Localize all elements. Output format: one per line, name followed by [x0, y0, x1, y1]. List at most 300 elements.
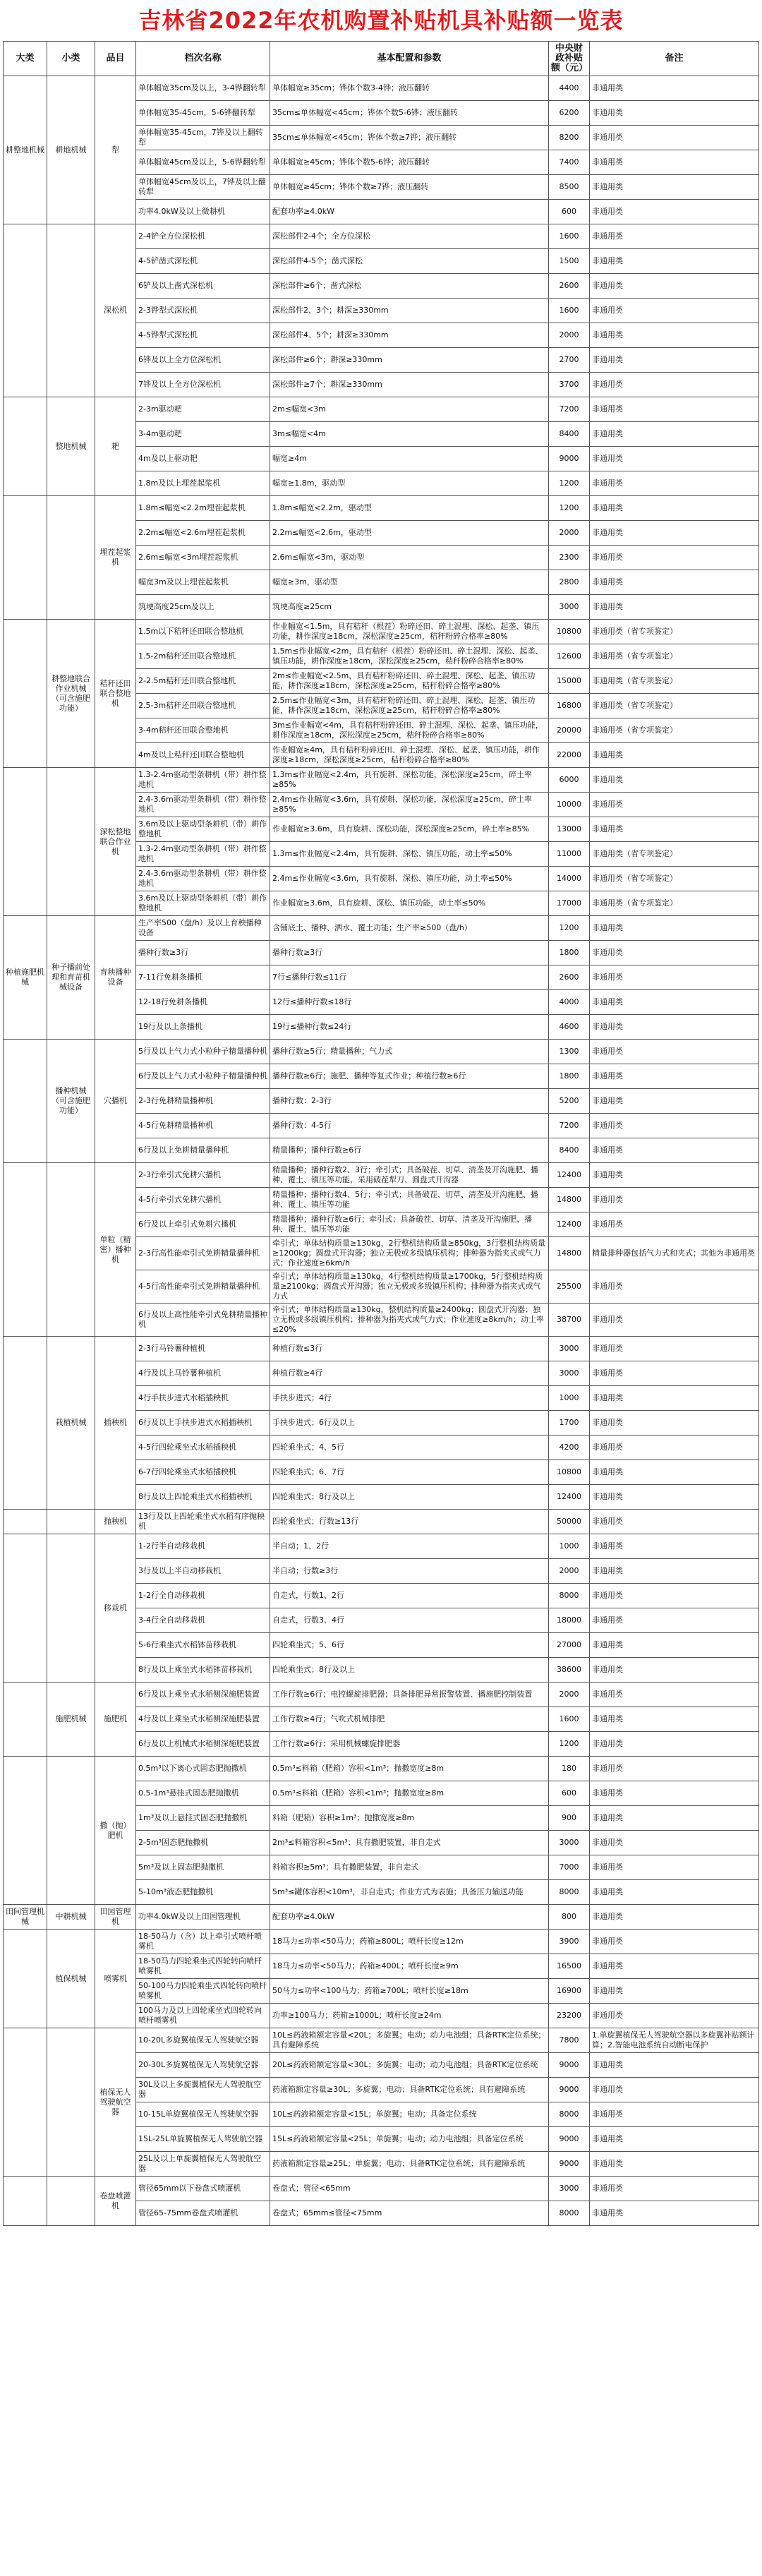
cell-grade: 0.5m³以下离心式固态肥抛撒机 [136, 1757, 270, 1781]
cell-param: 3m≤作业幅宽<4m，具有秸秆粉碎还田、碎土混埋、深松、起垄、镇压功能，耕作深度≥18cm，深松深度≥25cm，秸秆粉碎合格率≥80% [270, 718, 549, 743]
cell-param: 50马力≤功率<100马力；药箱≥700L；喷杆长度≥18m [270, 1979, 549, 2004]
cell-grade: 8行及以上四轮乘坐式水稻插秧机 [136, 1485, 270, 1510]
cell-amount: 38700 [549, 1304, 590, 1337]
cell-grade: 7-11行免耕条播机 [136, 965, 270, 990]
cell-amount: 3000 [549, 1361, 590, 1386]
cell-param: 5m³≤罐体容积<10m³，非自走式；作业方式为表施；具备压力输送功能 [270, 1880, 549, 1905]
cell-param: 单体幅宽≥45cm；铧体个数5-6铧；液压翻转 [270, 150, 549, 175]
cell-grade: 3.6m及以上驱动型条耕机（带）耕作整地机 [136, 817, 270, 842]
cell-param: 深松部件4、5个；耕深≥330mm [270, 323, 549, 348]
cell-amount: 8400 [549, 1138, 590, 1163]
cell-small-category [47, 1534, 95, 1683]
cell-remark: 非通用类 [590, 793, 759, 817]
cell-amount: 20000 [549, 718, 590, 743]
cell-remark: 非通用类 [590, 397, 759, 422]
cell-big-category: 耕整地机械 [4, 76, 47, 224]
cell-item: 穴播机 [95, 1040, 136, 1163]
cell-small-category: 中耕机械 [47, 1905, 95, 1930]
cell-amount: 8400 [549, 422, 590, 447]
cell-param: 单体幅宽≥35cm；铧体个数3-4铧；液压翻转 [270, 76, 549, 101]
cell-amount: 3700 [549, 373, 590, 397]
cell-grade: 1.3-2.4m驱动型条耕机（带）耕作整地机 [136, 768, 270, 793]
cell-param: 2m≤幅宽<3m [270, 397, 549, 422]
cell-small-category [47, 496, 95, 620]
cell-amount: 9000 [549, 2152, 590, 2177]
cell-remark: 非通用类（省专项鉴定） [590, 842, 759, 867]
cell-item: 撒（抛）肥机 [95, 1757, 136, 1905]
cell-amount: 18000 [549, 1608, 590, 1633]
header-param: 基本配置和参数 [270, 42, 549, 76]
cell-amount: 12400 [549, 1485, 590, 1510]
cell-amount: 2000 [549, 1559, 590, 1584]
cell-param: 半自动；1、2行 [270, 1534, 549, 1559]
cell-amount: 1200 [549, 471, 590, 496]
cell-amount: 7400 [549, 150, 590, 175]
cell-param: 自走式，行数3、4行 [270, 1608, 549, 1633]
cell-remark: 非通用类 [590, 101, 759, 126]
cell-remark: 非通用类 [590, 1658, 759, 1683]
cell-amount: 2000 [549, 1683, 590, 1707]
cell-remark: 非通用类 [590, 1806, 759, 1831]
cell-amount: 800 [549, 1905, 590, 1930]
cell-item: 耙 [95, 397, 136, 496]
cell-remark: 非通用类 [590, 2078, 759, 2102]
cell-remark: 非通用类 [590, 990, 759, 1015]
cell-remark: 非通用类（省专项鉴定） [590, 718, 759, 743]
cell-amount: 1200 [549, 916, 590, 941]
cell-param: 0.5m³≤料箱（肥箱）容积<1m³；抛撒宽度≥8m [270, 1781, 549, 1806]
cell-grade: 10-15L单旋翼植保无人驾驶航空器 [136, 2102, 270, 2127]
cell-amount: 14800 [549, 1188, 590, 1212]
cell-param: 2.4m≤作业幅宽<3.6m，具有旋耕、深松功能，深松深度≥25cm，碎土率≥85% [270, 793, 549, 817]
cell-remark: 非通用类 [590, 1411, 759, 1436]
cell-remark: 非通用类 [590, 224, 759, 249]
table-row [4, 768, 759, 793]
cell-grade: 6行及以上乘坐式水稻侧深施肥装置 [136, 1683, 270, 1707]
header-grade: 档次名称 [136, 42, 270, 76]
cell-grade: 5-10m³液态肥抛撒机 [136, 1880, 270, 1905]
cell-amount: 2300 [549, 546, 590, 570]
cell-param: 播种行数≥3行 [270, 941, 549, 965]
cell-amount: 16900 [549, 1979, 590, 2004]
cell-remark: 非通用类（省专项鉴定） [590, 644, 759, 669]
cell-grade: 单体幅宽35-45cm，7铧及以上翻转犁 [136, 126, 270, 150]
cell-grade: 6铧及以上全方位深松机 [136, 348, 270, 373]
cell-grade: 单体幅宽45cm及以上，5-6铧翻转犁 [136, 150, 270, 175]
cell-remark: 非通用类 [590, 1534, 759, 1559]
cell-item: 喷雾机 [95, 1930, 136, 2028]
cell-small-category [47, 2177, 95, 2226]
cell-param: 12行≤播种行数≤18行 [270, 990, 549, 1015]
cell-amount: 50000 [549, 1510, 590, 1534]
cell-param: 四轮乘坐式；8行及以上 [270, 1658, 549, 1683]
cell-amount: 5200 [549, 1089, 590, 1114]
cell-item: 深松整地联合作业机 [95, 768, 136, 916]
cell-grade: 功率4.0kW及以上田园管理机 [136, 1905, 270, 1930]
cell-param: 含铺底土、播种、洒水、覆土功能；生产率≥500（盘/h） [270, 916, 549, 941]
cell-param: 1.8m≤幅宽<2.2m，驱动型 [270, 496, 549, 521]
cell-param: 2.2m≤幅宽<2.6m，驱动型 [270, 521, 549, 546]
cell-remark: 非通用类 [590, 2201, 759, 2226]
cell-remark: 非通用类 [590, 496, 759, 521]
cell-remark: 非通用类（省专项鉴定） [590, 620, 759, 644]
cell-grade: 2-5m³固态肥抛撒机 [136, 1831, 270, 1855]
cell-grade: 4-5行高性能牵引式免耕精量播种机 [136, 1270, 270, 1304]
cell-small-category [47, 1510, 95, 1534]
cell-grade: 10-20L多旋翼植保无人驾驶航空器 [136, 2028, 270, 2053]
cell-grade: 6行及以上高性能牵引式免耕精量播种机 [136, 1304, 270, 1337]
cell-remark: 非通用类 [590, 965, 759, 990]
header-item: 品目 [95, 42, 136, 76]
cell-param: 深松部件2、3个；耕深≥330mm [270, 299, 549, 323]
table-row [4, 1683, 759, 1707]
table-row [4, 1337, 759, 1361]
cell-item: 插秧机 [95, 1337, 136, 1510]
cell-grade: 管径65mm以下卷盘式喷灌机 [136, 2177, 270, 2201]
cell-grade: 功率4.0kW及以上微耕机 [136, 200, 270, 224]
cell-small-category [47, 224, 95, 397]
cell-big-category [4, 1930, 47, 2028]
cell-remark: 非通用类 [590, 1114, 759, 1138]
cell-big-category [4, 2177, 47, 2226]
cell-remark: 非通用类 [590, 2102, 759, 2127]
cell-amount: 10800 [549, 1460, 590, 1485]
cell-big-category [4, 1163, 47, 1337]
header-remark: 备注 [590, 42, 759, 76]
cell-param: 配套功率≥4.0kW [270, 200, 549, 224]
cell-amount: 2000 [549, 521, 590, 546]
cell-item: 深松机 [95, 224, 136, 397]
cell-remark: 非通用类 [590, 1138, 759, 1163]
cell-remark: 非通用类 [590, 1163, 759, 1188]
cell-amount: 2800 [549, 570, 590, 595]
cell-amount: 8000 [549, 1880, 590, 1905]
cell-param: 1.3m≤作业幅宽<2.4m，具有旋耕、深松功能，深松深度≥25cm，碎土率≥85% [270, 768, 549, 793]
cell-remark: 1.单旋翼植保无人驾驶航空器以多旋翼补贴额计算；2.智能电池系统自动断电保护 [590, 2028, 759, 2053]
cell-remark: 非通用类 [590, 1905, 759, 1930]
cell-param: 功率≥100马力；药箱≥1000L；喷杆长度≥24m [270, 2004, 549, 2028]
cell-grade: 30L及以上多旋翼植保无人驾驶航空器 [136, 2078, 270, 2102]
cell-amount: 23200 [549, 2004, 590, 2028]
cell-amount: 8000 [549, 2102, 590, 2127]
cell-amount: 4400 [549, 76, 590, 101]
cell-remark: 非通用类 [590, 1040, 759, 1064]
cell-remark: 非通用类 [590, 447, 759, 471]
cell-remark: 非通用类 [590, 1930, 759, 1954]
cell-amount: 16500 [549, 1954, 590, 1979]
cell-amount: 8200 [549, 126, 590, 150]
cell-big-category: 种植施肥机械 [4, 916, 47, 1040]
cell-grade: 6行及以上免耕精量播种机 [136, 1138, 270, 1163]
cell-grade: 1-2行全自动移栽机 [136, 1584, 270, 1608]
cell-big-category [4, 496, 47, 620]
cell-grade: 15L-25L单旋翼植保无人驾驶航空器 [136, 2127, 270, 2152]
cell-param: 作业幅宽<1.5m，具有秸秆（根茬）粉碎还田、碎土混埋、深松、起垄、镇压功能，耕作深度≥18cm，深松深度≥25cm，秸秆粉碎合格率≥80% [270, 620, 549, 644]
cell-amount: 6000 [549, 768, 590, 793]
cell-remark: 非通用类 [590, 595, 759, 620]
cell-param: 工作行数≥4行；气吹式机械排肥 [270, 1707, 549, 1732]
cell-grade: 3-4行全自动移栽机 [136, 1608, 270, 1633]
cell-remark: 非通用类 [590, 471, 759, 496]
cell-param: 精量播种；播种行数2、3行；牵引式；具备破茬、切草、清垄及开沟施肥、播种、覆土、镇压等功能，采用破茬犁刀、圆盘式开沟器 [270, 1163, 549, 1188]
cell-remark: 非通用类 [590, 1707, 759, 1732]
cell-param: 种植行数≥4行 [270, 1361, 549, 1386]
cell-param: 7行≤播种行数≤11行 [270, 965, 549, 990]
cell-grade: 3.6m及以上驱动型条耕机（带）耕作整地机 [136, 891, 270, 916]
cell-grade: 2-3行牵引式免耕穴播机 [136, 1163, 270, 1188]
cell-param: 2.5m≤作业幅宽<3m，具有秸秆粉碎还田、碎土混埋、深松、起垄、镇压功能，耕作深度≥18cm，深松深度≥25cm，秸秆粉碎合格率≥80% [270, 694, 549, 718]
cell-grade: 1.3-2.4m驱动型条耕机（带）耕作整地机 [136, 842, 270, 867]
cell-grade: 幅宽3m及以上埋茬起浆机 [136, 570, 270, 595]
cell-small-category: 整地机械 [47, 397, 95, 496]
cell-grade: 3-4m秸秆还田联合整地机 [136, 718, 270, 743]
cell-grade: 2.6m≤幅宽<3m埋茬起浆机 [136, 546, 270, 570]
cell-param: 卷盘式；65mm≤管径<75mm [270, 2201, 549, 2226]
cell-item: 植保无人驾驶航空器 [95, 2028, 136, 2177]
cell-param: 2.6m≤幅宽<3m，驱动型 [270, 546, 549, 570]
cell-param: 播种行数：2-3行 [270, 1089, 549, 1114]
cell-grade: 6行及以上手扶步进式水稻插秧机 [136, 1411, 270, 1436]
cell-item: 移栽机 [95, 1534, 136, 1683]
cell-grade: 单体幅宽35-45cm，5-6铧翻转犁 [136, 101, 270, 126]
cell-grade: 4-5行四轮乘坐式水稻插秧机 [136, 1436, 270, 1460]
cell-remark: 非通用类 [590, 1015, 759, 1040]
cell-remark: 非通用类（省专项鉴定） [590, 867, 759, 891]
cell-remark: 非通用类 [590, 1436, 759, 1460]
cell-param: 18马力≤功率<50马力；药箱≥800L；喷杆长度≥12m [270, 1930, 549, 1954]
cell-remark: 非通用类 [590, 1954, 759, 1979]
cell-big-category [4, 1337, 47, 1510]
cell-amount: 9000 [549, 2053, 590, 2078]
cell-param: 药液箱额定容量≥30L；多旋翼；电动；具备RTK定位系统；具有避障系统 [270, 2078, 549, 2102]
cell-grade: 25L及以上单旋翼植保无人驾驶航空器 [136, 2152, 270, 2177]
cell-param: 料箱容积≥5m³；具有撒肥装置，非自走式 [270, 1855, 549, 1880]
cell-param: 深松部件≥7个；耕深≥330mm [270, 373, 549, 397]
cell-item: 犁 [95, 76, 136, 224]
header-big: 大类 [4, 42, 47, 76]
cell-param: 19行≤播种行数≤24行 [270, 1015, 549, 1040]
cell-amount: 7800 [549, 2028, 590, 2053]
cell-remark: 非通用类 [590, 2127, 759, 2152]
cell-amount: 7200 [549, 397, 590, 422]
cell-amount: 7200 [549, 1114, 590, 1138]
cell-param: 深松部件4-5个；凿式深松 [270, 249, 549, 274]
cell-amount: 2600 [549, 965, 590, 990]
cell-grade: 6行及以上牵引式免耕穴播机 [136, 1212, 270, 1237]
cell-grade: 4-5铧犁式深松机 [136, 323, 270, 348]
cell-remark: 非通用类 [590, 1212, 759, 1237]
cell-remark: 非通用类 [590, 1683, 759, 1707]
cell-param: 精量播种；播种行数≥6行；牵引式；具备破茬、切草、清垄及开沟施肥、播种、覆土、镇压等功能 [270, 1212, 549, 1237]
table-row [4, 1757, 759, 1781]
cell-grade: 2-2.5m秸秆还田联合整地机 [136, 669, 270, 694]
cell-remark: 非通用类 [590, 1064, 759, 1089]
cell-big-category [4, 2028, 47, 2177]
cell-param: 深松部件≥6个；耕深≥330mm [270, 348, 549, 373]
cell-amount: 14800 [549, 1237, 590, 1270]
cell-grade: 2-4铲全方位深松机 [136, 224, 270, 249]
cell-grade: 2-3行免耕精量播种机 [136, 1089, 270, 1114]
cell-grade: 1.8m及以上埋茬起浆机 [136, 471, 270, 496]
cell-param: 幅宽≥4m [270, 447, 549, 471]
cell-grade: 单体幅宽35cm及以上，3-4铧翻转犁 [136, 76, 270, 101]
cell-param: 35cm≤单体幅宽<45cm；铧体个数≥7铧；液压翻转 [270, 126, 549, 150]
cell-remark: 非通用类（省专项鉴定） [590, 669, 759, 694]
cell-remark: 非通用类 [590, 1831, 759, 1855]
cell-amount: 180 [549, 1757, 590, 1781]
cell-remark: 非通用类 [590, 1188, 759, 1212]
cell-grade: 3-4m驱动耙 [136, 422, 270, 447]
cell-small-category: 施肥机械 [47, 1683, 95, 1757]
cell-remark: 非通用类 [590, 299, 759, 323]
cell-remark: 非通用类 [590, 1757, 759, 1781]
cell-remark: 非通用类 [590, 1089, 759, 1114]
cell-item: 埋茬起浆机 [95, 496, 136, 620]
cell-param: 工作行数≥6行；电控螺旋排肥器；具备排肥异常报警装置、播施肥控制装置 [270, 1683, 549, 1707]
cell-amount: 4000 [549, 990, 590, 1015]
cell-param: 18马力≤功率<50马力；药箱≥400L；喷杆长度≥9m [270, 1954, 549, 1979]
header-amount: 中央财政补贴额（元） [549, 42, 590, 76]
cell-amount: 1500 [549, 249, 590, 274]
table-row [4, 1040, 759, 1064]
cell-grade: 18-50马力（含）以上牵引式喷杆喷雾机 [136, 1930, 270, 1954]
cell-param: 种植行数≤3行 [270, 1337, 549, 1361]
cell-remark: 非通用类 [590, 1979, 759, 2004]
cell-amount: 10800 [549, 620, 590, 644]
cell-grade: 20-30L多旋翼植保无人驾驶航空器 [136, 2053, 270, 2078]
cell-amount: 11000 [549, 842, 590, 867]
table-row [4, 76, 759, 101]
cell-amount: 1200 [549, 496, 590, 521]
cell-remark: 非通用类 [590, 126, 759, 150]
subsidy-table [3, 41, 759, 2226]
cell-param: 四轮乘坐式；行数≥13行 [270, 1510, 549, 1534]
cell-amount: 25500 [549, 1270, 590, 1304]
cell-amount: 14000 [549, 867, 590, 891]
cell-grade: 2.4-3.6m驱动型条耕机（带）耕作整地机 [136, 793, 270, 817]
table-body [4, 76, 759, 2226]
table-row [4, 224, 759, 249]
cell-param: 作业幅宽≥3.6m，具有旋耕、深松、镇压功能，动土率≤50% [270, 891, 549, 916]
cell-amount: 1300 [549, 1040, 590, 1064]
cell-grade: 筑埂高度25cm及以上 [136, 595, 270, 620]
cell-grade: 4m及以上驱动耙 [136, 447, 270, 471]
cell-remark: 非通用类 [590, 348, 759, 373]
cell-param: 料箱（肥箱）容积≥1m³；抛撒宽度≥8m [270, 1806, 549, 1831]
cell-amount: 1200 [549, 1732, 590, 1757]
cell-amount: 1000 [549, 1534, 590, 1559]
cell-param: 精量播种；播种行数≥6行 [270, 1138, 549, 1163]
cell-grade: 0.5-1m³悬挂式固态肥抛撒机 [136, 1781, 270, 1806]
cell-remark: 非通用类 [590, 2053, 759, 2078]
cell-param: 播种行数：4-5行 [270, 1114, 549, 1138]
table-row [4, 2177, 759, 2201]
cell-big-category [4, 397, 47, 496]
cell-amount: 3000 [549, 595, 590, 620]
table-row [4, 620, 759, 644]
cell-grade: 2-3行马铃薯种植机 [136, 1337, 270, 1361]
cell-grade: 6行及以上机械式水稻侧深施肥装置 [136, 1732, 270, 1757]
cell-param: 四轮乘坐式；8行及以上 [270, 1485, 549, 1510]
cell-grade: 5行及以上气力式小粒种子精量播种机 [136, 1040, 270, 1064]
cell-remark: 精量排种器包括气力式和夹式；其他为非通用类 [590, 1237, 759, 1270]
cell-remark: 非通用类 [590, 323, 759, 348]
cell-remark: 非通用类 [590, 1608, 759, 1633]
cell-item: 卷盘喷灌机 [95, 2177, 136, 2226]
cell-small-category: 耕整地联合作业机械（可含施肥功能） [47, 620, 95, 768]
cell-param: 自走式，行数1、2行 [270, 1584, 549, 1608]
cell-big-category [4, 1757, 47, 1905]
cell-amount: 38600 [549, 1658, 590, 1683]
cell-param: 35cm≤单体幅宽<45cm；铧体个数5-6铧；液压翻转 [270, 101, 549, 126]
cell-amount: 8000 [549, 2201, 590, 2226]
cell-amount: 12400 [549, 1212, 590, 1237]
cell-amount: 9000 [549, 2078, 590, 2102]
cell-big-category: 田间管理机械 [4, 1905, 47, 1930]
cell-param: 0.5m³≤料箱（肥箱）容积<1m³；抛撒宽度≥8m [270, 1757, 549, 1781]
cell-amount: 3900 [549, 1930, 590, 1954]
table-row [4, 916, 759, 941]
cell-grade: 6行及以上气力式小粒种子精量播种机 [136, 1064, 270, 1089]
cell-remark: 非通用类 [590, 817, 759, 842]
table-row [4, 1905, 759, 1930]
cell-remark: 非通用类 [590, 274, 759, 299]
cell-amount: 4200 [549, 1436, 590, 1460]
cell-remark: 非通用类 [590, 249, 759, 274]
cell-small-category: 植保机械 [47, 1930, 95, 2028]
cell-amount: 4600 [549, 1015, 590, 1040]
cell-grade: 生产率500（盘/h）及以上育秧播种设备 [136, 916, 270, 941]
cell-grade: 19行及以上条播机 [136, 1015, 270, 1040]
cell-param: 15L≤药液箱额定容量<25L；单旋翼；电动；动力电池组；具备定位系统 [270, 2127, 549, 2152]
cell-grade: 2.4-3.6m驱动型条耕机（带）耕作整地机 [136, 867, 270, 891]
cell-grade: 18-50马力四轮乘坐式四轮转向喷杆喷雾机 [136, 1954, 270, 1979]
cell-amount: 1800 [549, 941, 590, 965]
cell-param: 播种行数≥6行；施肥、播种等复式作业；种植行数≥6行 [270, 1064, 549, 1089]
cell-amount: 7000 [549, 1855, 590, 1880]
cell-amount: 2000 [549, 323, 590, 348]
cell-remark: 非通用类 [590, 916, 759, 941]
table-row [4, 1163, 759, 1188]
cell-param: 3m≤幅宽<4m [270, 422, 549, 447]
cell-amount: 13000 [549, 817, 590, 842]
cell-remark: 非通用类 [590, 1460, 759, 1485]
cell-param: 单体幅宽≥45cm；铧体个数≥7铧；液压翻转 [270, 175, 549, 200]
cell-grade: 单体幅宽45cm及以上，7铧及以上翻转犁 [136, 175, 270, 200]
cell-param: 1.5m≤作业幅宽<2m，具有秸秆（根茬）粉碎还田、碎土混埋、深松、起垄、镇压功能，耕作深度≥18cm，深松深度≥25cm，秸秆粉碎合格率≥80% [270, 644, 549, 669]
cell-grade: 7铧及以上全方位深松机 [136, 373, 270, 397]
table-row [4, 496, 759, 521]
cell-amount: 600 [549, 200, 590, 224]
cell-remark: 非通用类 [590, 1270, 759, 1304]
cell-item: 田园管理机 [95, 1905, 136, 1930]
cell-grade: 50-100马力四轮乘坐式四轮转向喷杆喷雾机 [136, 1979, 270, 2004]
cell-amount: 1700 [549, 1411, 590, 1436]
cell-small-category: 播种机械（可含施肥功能） [47, 1040, 95, 1163]
cell-remark: 非通用类 [590, 1337, 759, 1361]
cell-remark: 非通用类 [590, 570, 759, 595]
cell-grade: 4m及以上秸秆还田联合整地机 [136, 743, 270, 768]
cell-remark: 非通用类 [590, 1584, 759, 1608]
cell-param: 四轮乘坐式；6、7行 [270, 1460, 549, 1485]
cell-amount: 17000 [549, 891, 590, 916]
cell-amount: 8000 [549, 1584, 590, 1608]
table-row [4, 2028, 759, 2053]
cell-grade: 5m³及以上固态肥抛撒机 [136, 1855, 270, 1880]
cell-param: 作业幅宽≥4m，具有秸秆粉碎还田、碎土混埋、深松、起垄、镇压功能，耕作深度≥18cm，深松深度≥25cm，秸秆粉碎合格率≥80% [270, 743, 549, 768]
cell-param: 四轮乘坐式；4、5行 [270, 1436, 549, 1460]
cell-amount: 1600 [549, 1707, 590, 1732]
